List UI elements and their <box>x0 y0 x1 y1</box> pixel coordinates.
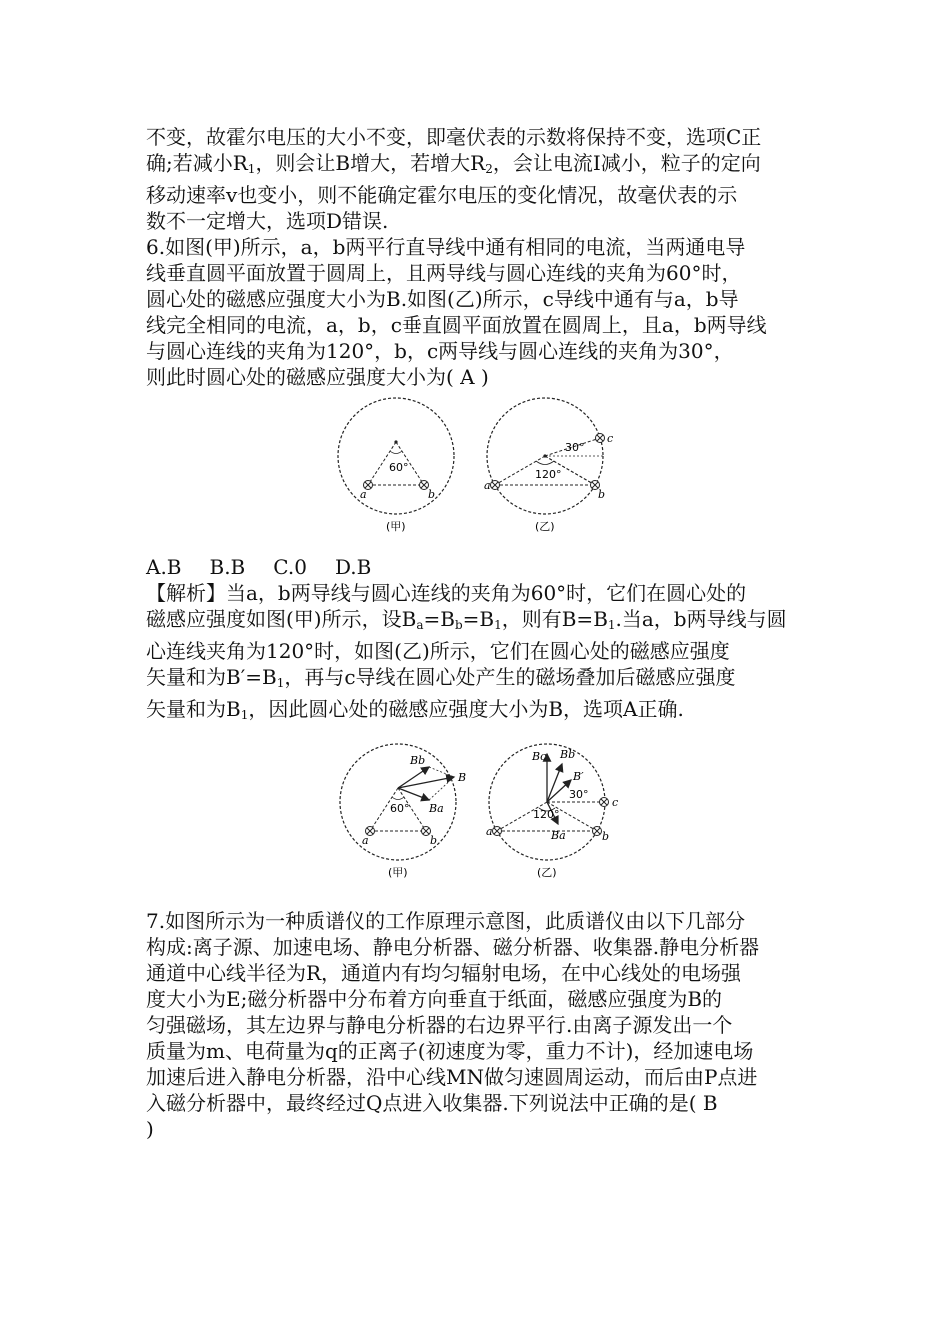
prev-line-3: 移动速率v也变小，则不能确定霍尔电压的变化情况，故毫伏表的示 <box>146 183 738 207</box>
label-60: 60° <box>390 802 410 815</box>
diagram-yi <box>484 398 613 533</box>
label-120: 120° <box>535 468 562 481</box>
label-30: 30° <box>565 441 585 454</box>
q6-line-4: 线完全相同的电流，a，b，c垂直圆平面放置在圆周上，且a，b两导线 <box>146 313 767 337</box>
label-b: b <box>428 488 436 501</box>
label-c: c <box>607 432 614 445</box>
q6-line-1: 6.如图(甲)所示，a，b两平行直导线中通有相同的电流，当两通电导 <box>146 235 746 259</box>
label-Bprime: B′ <box>573 770 584 783</box>
label-Bb: Bb <box>560 748 576 761</box>
caption-jia: (甲) <box>388 866 408 879</box>
q6-line-5: 与圆心连线的夹角为120°，b，c两导线与圆心连线的夹角为30°， <box>146 339 734 363</box>
q6-options <box>146 554 810 580</box>
q7-line-4: 度大小为E;磁分析器中分布着方向垂直于纸面，磁感应强度为B的 <box>146 987 723 1011</box>
wire-a-icon <box>493 827 502 836</box>
q7-line-6: 质量为m、电荷量为q的正离子(初速度为零，重力不计)，经加速电场 <box>146 1039 754 1063</box>
label-30: 30° <box>569 788 589 801</box>
label-b: b <box>598 488 606 501</box>
caption-jia: (甲) <box>386 520 406 533</box>
q7-line-8: 入磁分析器中，最终经过Q点进入收集器.下列说法中正确的是( B <box>146 1091 718 1115</box>
q7-line-7: 加速后进入静电分析器，沿中心线MN做匀速圆周运动，而后由P点进 <box>146 1065 758 1089</box>
q7-line-9: ) <box>146 1117 154 1141</box>
analysis-tag: 【解析】 <box>146 581 226 605</box>
q7-line-5: 匀强磁场，其左边界与静电分析器的右边界平行.由离子源发出一个 <box>146 1013 733 1037</box>
wire-a-icon <box>491 481 500 490</box>
figure-q6 <box>146 394 810 544</box>
analysis-line-3: 心连线夹角为120°时，如图(乙)所示，它们在圆心处的磁感应强度 <box>146 639 730 663</box>
label-120: 120° <box>533 808 560 821</box>
caption-yi: (乙) <box>535 520 555 533</box>
label-B: B <box>458 771 467 784</box>
q6-line-2: 线垂直圆平面放置于圆周上，且两导线与圆心连线的夹角为60°时， <box>146 261 742 285</box>
label-a: a <box>362 834 369 847</box>
option-c: C.0 <box>273 555 307 579</box>
label-Bc: Bc <box>532 750 547 763</box>
figure-analysis-svg <box>146 740 810 890</box>
label-a: a <box>486 825 493 838</box>
q6-line-6: 则此时圆心处的磁感应强度大小为( A ) <box>146 365 489 389</box>
analysis-line-5: 矢量和为$B_1$，因此圆心处的磁感应强度大小为B，选项A正确. <box>146 697 684 722</box>
diagram-yi-vectors <box>486 744 618 879</box>
option-b: B.B <box>209 555 246 579</box>
label-a: a <box>360 488 367 501</box>
label-60: 60° <box>389 461 409 474</box>
diagram-jia <box>338 398 454 533</box>
caption-yi: (乙) <box>537 866 557 879</box>
option-d: D.B <box>334 555 372 579</box>
analysis-line-2: 磁感应强度如图(甲)所示，设$B_a=B_b=B_1$，则有$B=B_1$.当a，b两导线与圆 <box>146 607 787 632</box>
label-Ba: Ba <box>551 829 566 842</box>
q7-line-2: 构成:离子源、加速电场、静电分析器、磁分析器、收集器.静电分析器 <box>146 935 760 959</box>
diagram-jia-vectors <box>340 744 466 879</box>
label-Ba: Ba <box>429 802 444 815</box>
label-b: b <box>602 830 610 843</box>
q7-line-1: 7.如图所示为一种质谱仪的工作原理示意图，此质谱仪由以下几部分 <box>146 909 746 933</box>
document-page <box>146 124 810 1142</box>
wire-c-icon <box>600 798 609 807</box>
option-a: A.B <box>146 555 182 579</box>
label-c: c <box>612 796 619 809</box>
prev-line-1: 不变，故霍尔电压的大小不变，即毫伏表的示数将保持不变，选项C正 <box>146 125 762 149</box>
q6-line-3: 圆心处的磁感应强度大小为B.如图(乙)所示，c导线中通有与a，b导 <box>146 287 739 311</box>
figure-q6-svg <box>146 394 810 544</box>
label-a: a <box>484 479 491 492</box>
prev-line-4: 数不一定增大，选项D错误. <box>146 209 389 233</box>
wire-c-icon <box>596 434 605 443</box>
label-Bb: Bb <box>410 754 426 767</box>
label-b: b <box>430 834 438 847</box>
prev-line-2: 确;若减小$R_1$，则会让B增大，若增大$R_2$，会让电流I减小，粒子的定向 <box>146 151 761 176</box>
q7-line-3: 通道中心线半径为R，通道内有均匀辐射电场，在中心线处的电场强 <box>146 961 742 985</box>
analysis-line-4: 矢量和为$B'=B_1$，再与c导线在圆心处产生的磁场叠加后磁感应强度 <box>146 665 736 690</box>
q7-block <box>146 908 810 1142</box>
wire-b-icon <box>593 827 602 836</box>
figure-analysis <box>146 740 810 890</box>
analysis-line-1: 【解析】当a，b两导线与圆心连线的夹角为60°时，它们在圆心处的 <box>146 581 747 605</box>
